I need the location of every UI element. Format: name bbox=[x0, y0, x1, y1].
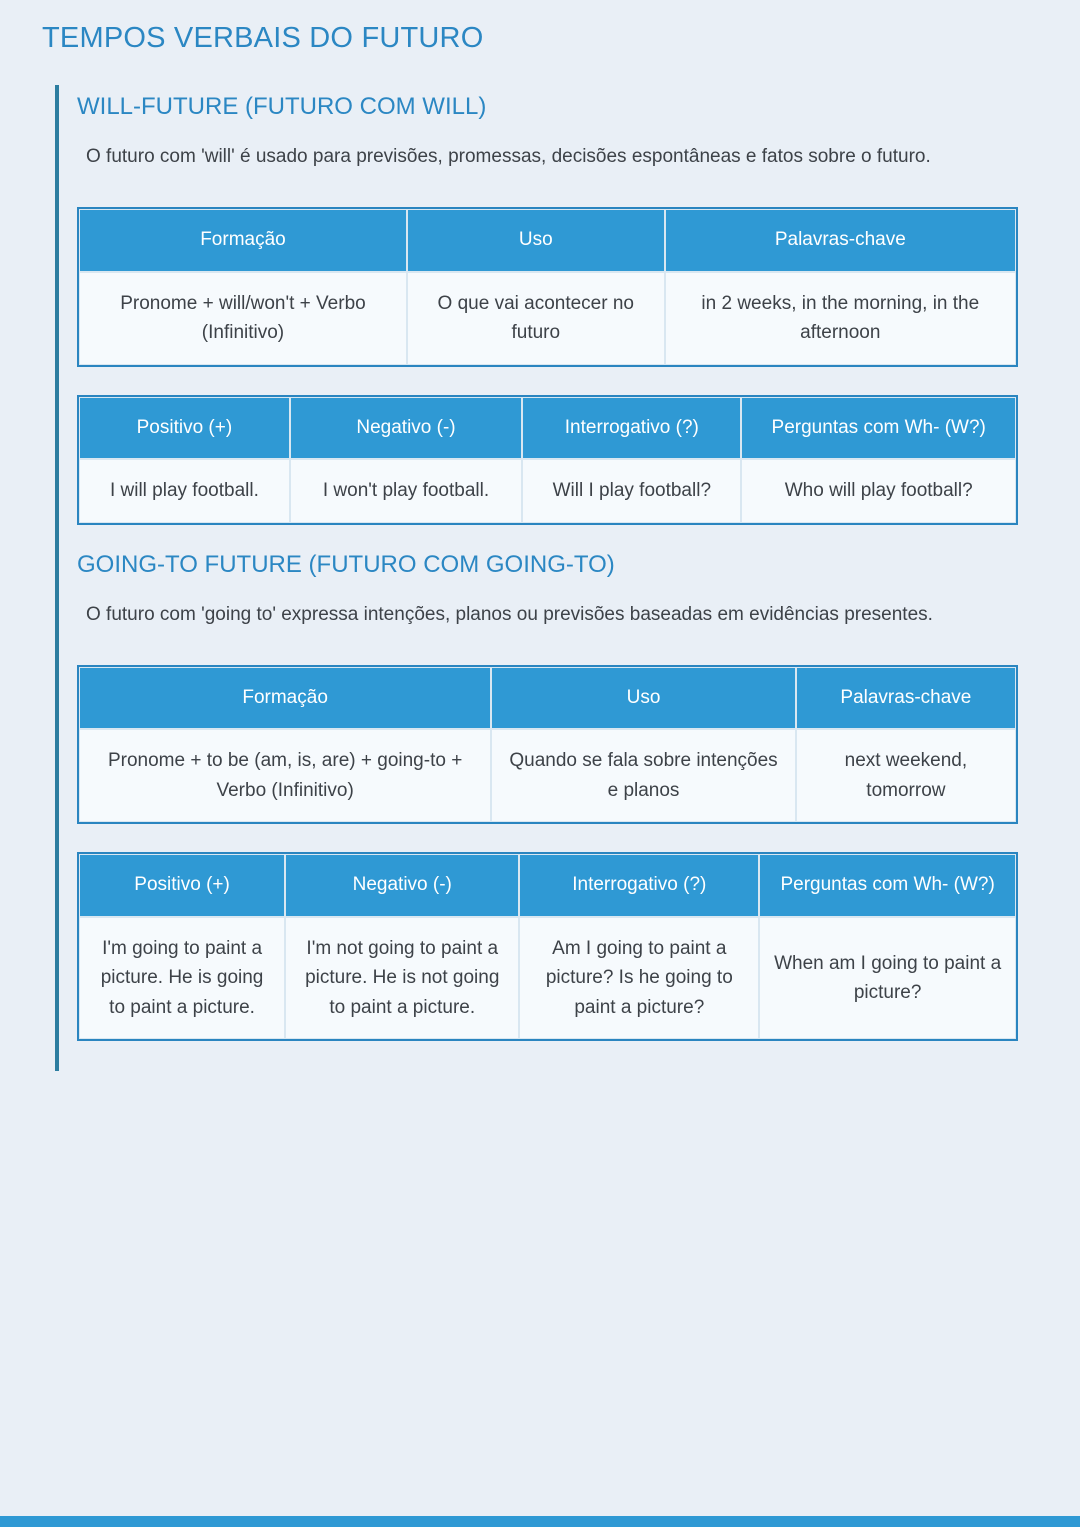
going-to-forms-table bbox=[77, 852, 1018, 1041]
page-title: TEMPOS VERBAIS DO FUTURO bbox=[42, 22, 484, 54]
table-header-row bbox=[79, 209, 1016, 272]
cell-wh: Who will play football? bbox=[741, 459, 1016, 522]
column-header-wh: Perguntas com Wh- (W?) bbox=[759, 854, 1016, 917]
going-to-description: O futuro com 'going to' expressa intenções, planos ou previsões baseadas em evidências presentes. bbox=[86, 603, 933, 625]
sections-container bbox=[55, 85, 1020, 1071]
column-header-palavras-chave: Palavras-chave bbox=[796, 667, 1016, 730]
table-row bbox=[79, 729, 1016, 822]
column-header-uso: Uso bbox=[491, 667, 796, 730]
cell-positivo: I'm going to paint a picture. He is going to paint a picture. bbox=[79, 917, 285, 1039]
column-header-formacao: Formação bbox=[79, 209, 407, 272]
column-header-uso: Uso bbox=[407, 209, 665, 272]
table-row bbox=[79, 272, 1016, 365]
going-to-heading: GOING-TO FUTURE (FUTURO COM GOING-TO) bbox=[77, 550, 615, 578]
going-to-formation-table bbox=[77, 665, 1018, 824]
cell-interrogativo: Will I play football? bbox=[522, 459, 741, 522]
table-header-row bbox=[79, 854, 1016, 917]
column-header-interrogativo: Interrogativo (?) bbox=[519, 854, 759, 917]
column-header-wh: Perguntas com Wh- (W?) bbox=[741, 397, 1016, 460]
section-going-to-future bbox=[59, 543, 1020, 1071]
column-header-palavras-chave: Palavras-chave bbox=[665, 209, 1016, 272]
cell-formacao: Pronome + will/won't + Verbo (Infinitivo) bbox=[79, 272, 407, 365]
column-header-negativo: Negativo (-) bbox=[290, 397, 522, 460]
will-forms-table bbox=[77, 395, 1018, 525]
column-header-negativo: Negativo (-) bbox=[285, 854, 519, 917]
column-header-interrogativo: Interrogativo (?) bbox=[522, 397, 741, 460]
cell-negativo: I won't play football. bbox=[290, 459, 522, 522]
cell-positivo: I will play football. bbox=[79, 459, 290, 522]
table-header-row bbox=[79, 397, 1016, 460]
table-row bbox=[79, 917, 1016, 1039]
cell-palavras-chave: in 2 weeks, in the morning, in the afternoon bbox=[665, 272, 1016, 365]
cell-uso: Quando se fala sobre intenções e planos bbox=[491, 729, 796, 822]
cell-interrogativo: Am I going to paint a picture? Is he going to paint a picture? bbox=[519, 917, 759, 1039]
footer-accent-bar bbox=[0, 1516, 1080, 1527]
cell-negativo: I'm not going to paint a picture. He is not going to paint a picture. bbox=[285, 917, 519, 1039]
section-will-future bbox=[59, 85, 1020, 543]
will-future-heading: WILL-FUTURE (FUTURO COM WILL) bbox=[77, 93, 487, 120]
cell-formacao: Pronome + to be (am, is, are) + going-to + Verbo (Infinitivo) bbox=[79, 729, 491, 822]
will-future-description: O futuro com 'will' é usado para previsões, promessas, decisões espontâneas e fatos sobre o futuro. bbox=[86, 146, 931, 167]
table-header-row bbox=[79, 667, 1016, 730]
column-header-positivo: Positivo (+) bbox=[79, 854, 285, 917]
table-row bbox=[79, 459, 1016, 522]
column-header-formacao: Formação bbox=[79, 667, 491, 730]
column-header-positivo: Positivo (+) bbox=[79, 397, 290, 460]
cell-wh: When am I going to paint a picture? bbox=[759, 917, 1016, 1039]
will-formation-table bbox=[77, 207, 1018, 366]
cell-palavras-chave: next weekend, tomorrow bbox=[796, 729, 1016, 822]
cell-uso: O que vai acontecer no futuro bbox=[407, 272, 665, 365]
